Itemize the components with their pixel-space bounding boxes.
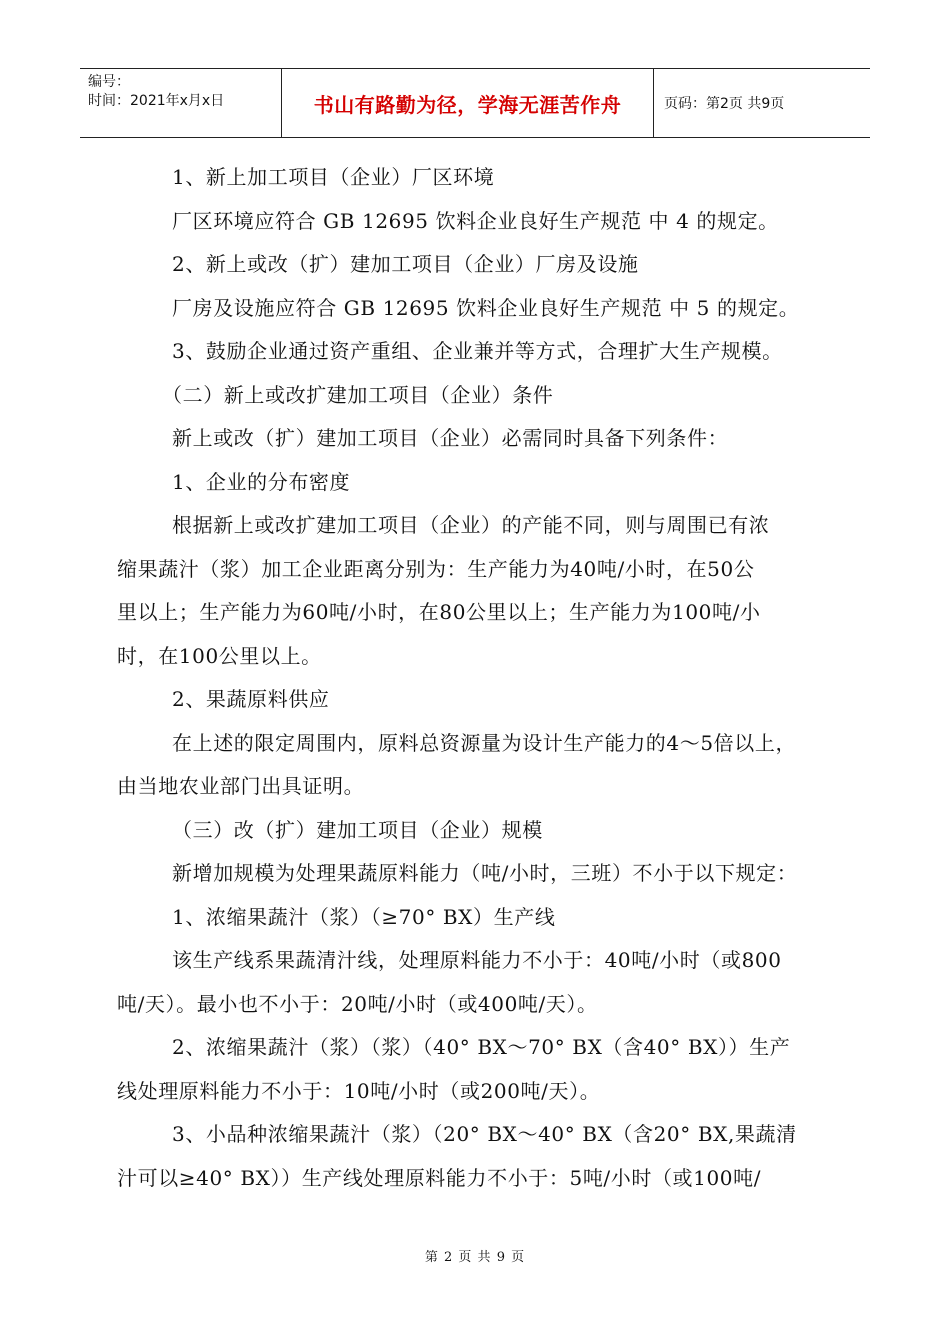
header-motto: 书山有路勤为径，学海无涯苦作舟	[282, 69, 654, 137]
section-heading: （二）新上或改扩建加工项目（企业）条件	[162, 382, 554, 407]
paragraph-line: 厂房及设施应符合 GB 12695 饮料企业良好生产规范 中 5 的规定。	[172, 295, 800, 320]
header-meta	[80, 69, 282, 137]
section-heading: 2、浓缩果蔬汁（浆）（浆）（40° BX～70° BX（含40° BX））生产	[172, 1035, 791, 1059]
paragraph-line: 缩果蔬汁（浆）加工企业距离分别为：生产能力为40吨/小时，在50公	[117, 556, 755, 581]
section-heading: 2、新上或改（扩）建加工项目（企业）厂房及设施	[172, 252, 639, 276]
section-heading: 3、小品种浓缩果蔬汁（浆）（20° BX～40° BX（含20° BX,果蔬清	[172, 1122, 797, 1146]
document-number-label: 编号：	[88, 74, 130, 90]
section-heading: 1、企业的分布密度	[172, 469, 351, 494]
header-page-info: 页码：第2页 共9页	[664, 96, 785, 112]
page-footer: 第 2 页 共 9 页	[424, 1250, 526, 1265]
paragraph-line: 时，在100公里以上。	[117, 643, 322, 668]
paragraph-line: 新增加规模为处理果蔬原料能力（吨/小时，三班）不小于以下规定：	[172, 861, 798, 885]
paragraph-line: 该生产线系果蔬清汁线，处理原料能力不小于：40吨/小时（或800	[172, 948, 782, 972]
paragraph-line: 里以上；生产能力为60吨/小时，在80公里以上；生产能力为100吨/小	[117, 600, 761, 624]
paragraph-line: 由当地农业部门出具证明。	[117, 774, 365, 798]
section-heading: 2、果蔬原料供应	[172, 687, 330, 711]
section-heading: 1、新上加工项目（企业）厂区环境	[172, 165, 495, 189]
section-heading: 1、浓缩果蔬汁（浆）（≥70° BX）生产线	[172, 904, 556, 929]
paragraph-line: 吨/天）。最小也不小于：20吨/小时（或400吨/天）。	[117, 991, 598, 1016]
paragraph-line: 汁可以≥40° BX））生产线处理原料能力不小于：5吨/小时（或100吨/	[117, 1165, 762, 1190]
paragraph-line: 在上述的限定周围内，原料总资源量为设计生产能力的4～5倍以上，	[172, 730, 797, 755]
paragraph-line: 根据新上或改扩建加工项目（企业）的产能不同，则与周围已有浓	[172, 513, 770, 537]
paragraph-line: 3、鼓励企业通过资产重组、企业兼并等方式，合理扩大生产规模。	[172, 339, 783, 363]
document-body	[117, 156, 847, 1200]
page-header	[80, 68, 870, 138]
paragraph-line: 新上或改（扩）建加工项目（企业）必需同时具备下列条件：	[172, 426, 729, 450]
section-heading: （三）改（扩）建加工项目（企业）规模	[172, 817, 543, 842]
document-time: 时间：2021年x月x日	[88, 93, 225, 109]
paragraph-line: 厂区环境应符合 GB 12695 饮料企业良好生产规范 中 4 的规定。	[172, 208, 779, 233]
paragraph-line: 线处理原料能力不小于：10吨/小时（或200吨/天）。	[117, 1078, 601, 1103]
